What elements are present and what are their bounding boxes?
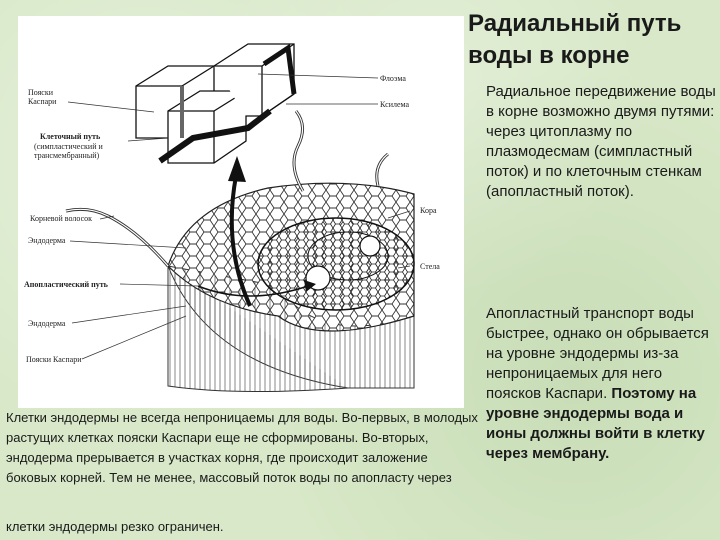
paragraph-apoplast-bold: Поэтому на уровне эндодермы вода и ионы должны войти в клетку через мембрану. — [486, 385, 705, 462]
label-stela: Стела — [420, 262, 440, 271]
paragraph-apoplast-plain: Апопластный транспорт воды быстрее, однако он обрывается на уровне эндодермы из-за непроницаемых для него поясков Каспари. — [486, 305, 709, 402]
label-floema: Флоэма — [380, 74, 406, 83]
paragraph-radial-movement: Радиальное передвижение воды в корне возможно двумя путями: через цитоплазму по плазмодесмам (симпластный поток) и по клеточным стенкам (апопластный поток). — [486, 83, 716, 200]
label-poyaski-kaspari-bottom: Пояски Каспари — [26, 355, 82, 364]
label-endoderma-top: Эндодерма — [28, 236, 66, 245]
label-poyaski-kaspari-top: Пояски Каспари — [28, 88, 57, 106]
title-line-2: воды в корне — [468, 42, 630, 69]
figure-caption: Клетки эндодермы не всегда непроницаемы для воды. Во-первых, в молодых растущих клетках пояски Каспари еще не сформированы. Во-вторых, эндодерма прерывается в участках корня, где происходит заложение боковых корней. Тем не менее, массовый поток воды по апопласту через — [6, 410, 478, 485]
label-kora: Кора — [420, 206, 437, 215]
paragraph-apoplast-transport — [486, 304, 718, 464]
label-endoderma-bottom: Эндодерма — [28, 319, 66, 328]
page-title — [468, 8, 718, 72]
figure-caption-last-line: клетки эндодермы резко ограничен. — [6, 519, 224, 534]
root-diagram — [18, 16, 464, 408]
label-kornevoy-volosok: Корневой волосок — [30, 214, 93, 223]
title-line-1: Радиальный путь — [468, 10, 682, 37]
label-kletochny-put-sub: (симпластический и трансмембранный) — [34, 142, 103, 160]
label-ksilema: Ксилема — [380, 100, 410, 109]
label-kletochny-put: Клеточный путь — [40, 132, 101, 141]
label-apoplastichesky-put: Апопластический путь — [24, 280, 108, 289]
